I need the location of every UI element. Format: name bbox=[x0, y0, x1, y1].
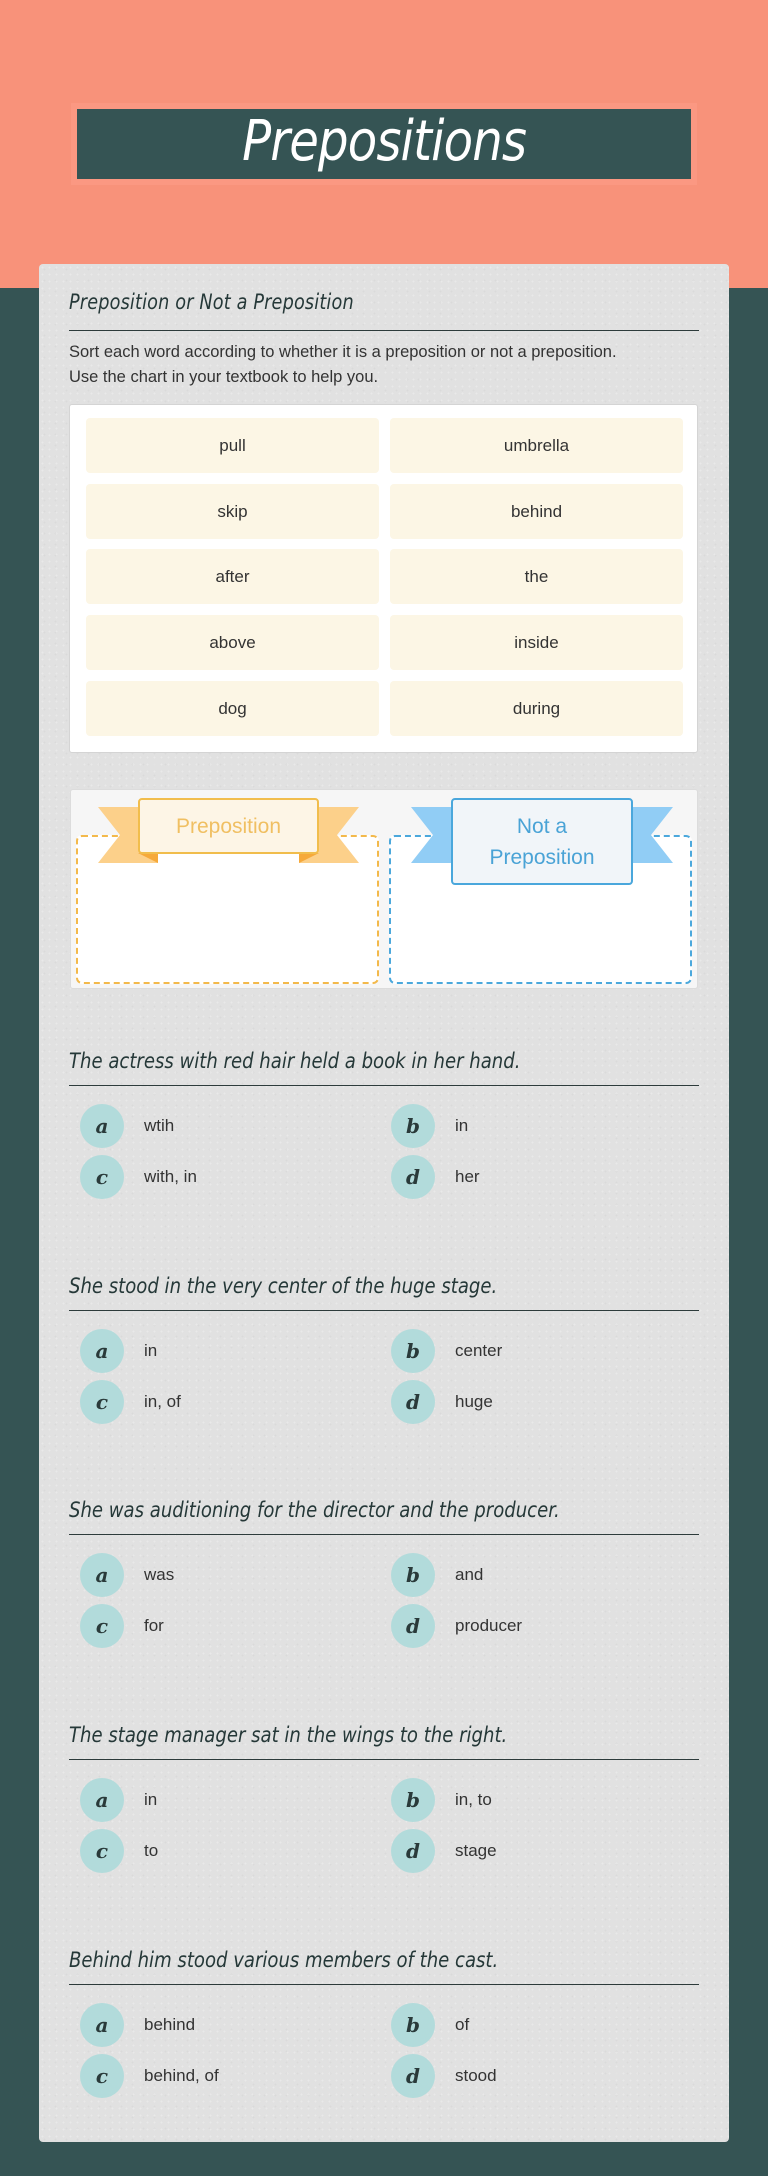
question-divider bbox=[69, 1759, 699, 1760]
word-tile-above[interactable]: above bbox=[86, 615, 379, 670]
option-text: behind, of bbox=[144, 2066, 219, 2085]
question-prompt: The actress with red hair held a book in her hand. bbox=[69, 1049, 521, 1074]
option-text: wtih bbox=[144, 1116, 175, 1135]
word-tile-the[interactable]: the bbox=[390, 549, 683, 604]
word-tile-pull[interactable]: pull bbox=[86, 418, 379, 473]
word-tile-inside[interactable]: inside bbox=[390, 615, 683, 670]
question-3 bbox=[39, 1496, 729, 1656]
option-letter-badge: d bbox=[391, 1155, 435, 1199]
option-text: of bbox=[455, 2015, 470, 2034]
option-text: behind bbox=[144, 2015, 196, 2034]
question-2 bbox=[39, 1272, 729, 1432]
option-a[interactable] bbox=[80, 2003, 380, 2047]
option-text: in, to bbox=[455, 1790, 492, 1809]
question-4 bbox=[39, 1721, 729, 1881]
question-prompt: The stage manager sat in the wings to the right. bbox=[69, 1723, 508, 1748]
option-letter-badge: b bbox=[391, 1553, 435, 1597]
question-divider bbox=[69, 1085, 699, 1086]
option-c[interactable] bbox=[80, 1380, 380, 1424]
option-text: producer bbox=[455, 1616, 523, 1635]
option-d[interactable] bbox=[391, 1155, 691, 1199]
word-tile-umbrella[interactable]: umbrella bbox=[390, 418, 683, 473]
option-text: and bbox=[455, 1565, 484, 1584]
question-prompt: She stood in the very center of the huge stage. bbox=[69, 1274, 498, 1299]
option-text: stage bbox=[455, 1841, 497, 1860]
option-letter-badge: c bbox=[80, 1604, 124, 1648]
word-tile-skip[interactable]: skip bbox=[86, 484, 379, 539]
option-b[interactable] bbox=[391, 1553, 691, 1597]
option-letter-badge: c bbox=[80, 1829, 124, 1873]
option-letter-badge: b bbox=[391, 1329, 435, 1373]
option-letter-badge: a bbox=[80, 1553, 124, 1597]
word-tile-after[interactable]: after bbox=[86, 549, 379, 604]
option-letter-badge: d bbox=[391, 2054, 435, 2098]
preposition-category-label: Preposition bbox=[138, 798, 319, 854]
option-b[interactable] bbox=[391, 1104, 691, 1148]
option-text: for bbox=[144, 1616, 164, 1635]
sort-activity-heading: Preposition or Not a Preposition bbox=[69, 290, 354, 314]
word-tile-behind[interactable]: behind bbox=[390, 484, 683, 539]
option-letter-badge: a bbox=[80, 1104, 124, 1148]
option-b[interactable] bbox=[391, 2003, 691, 2047]
option-a[interactable] bbox=[80, 1553, 380, 1597]
question-divider bbox=[69, 1310, 699, 1311]
sort-area bbox=[70, 789, 698, 989]
option-text: in bbox=[144, 1790, 158, 1809]
option-text: was bbox=[144, 1565, 175, 1584]
option-text: her bbox=[455, 1167, 480, 1186]
page-title-band bbox=[77, 109, 691, 179]
word-bank bbox=[69, 404, 698, 753]
option-text: in bbox=[144, 1341, 158, 1360]
instructions-line-2: Use the chart in your textbook to help you. bbox=[69, 368, 379, 386]
option-c[interactable] bbox=[80, 2054, 380, 2098]
question-divider bbox=[69, 1534, 699, 1535]
option-letter-badge: d bbox=[391, 1829, 435, 1873]
word-tile-during[interactable]: during bbox=[390, 681, 683, 736]
option-text: in, of bbox=[144, 1392, 181, 1411]
word-tile-dog[interactable]: dog bbox=[86, 681, 379, 736]
option-letter-badge: b bbox=[391, 2003, 435, 2047]
option-c[interactable] bbox=[80, 1155, 380, 1199]
option-d[interactable] bbox=[391, 2054, 691, 2098]
option-letter-badge: b bbox=[391, 1104, 435, 1148]
option-d[interactable] bbox=[391, 1380, 691, 1424]
question-5 bbox=[39, 1946, 729, 2106]
question-divider bbox=[69, 1984, 699, 1985]
instructions-line-1: Sort each word according to whether it is a preposition or not a preposition. bbox=[69, 343, 617, 361]
question-prompt: She was auditioning for the director and the producer. bbox=[69, 1498, 560, 1523]
option-letter-badge: c bbox=[80, 2054, 124, 2098]
option-c[interactable] bbox=[80, 1829, 380, 1873]
option-d[interactable] bbox=[391, 1829, 691, 1873]
heading-divider bbox=[69, 330, 699, 331]
worksheet-card bbox=[39, 264, 729, 2142]
option-letter-badge: c bbox=[80, 1380, 124, 1424]
option-letter-badge: a bbox=[80, 1329, 124, 1373]
not-preposition-category-label: Not a Preposition bbox=[451, 798, 633, 885]
option-text: to bbox=[144, 1841, 159, 1860]
option-text: center bbox=[455, 1341, 503, 1360]
option-text: with, in bbox=[144, 1167, 197, 1186]
option-a[interactable] bbox=[80, 1104, 380, 1148]
option-letter-badge: d bbox=[391, 1604, 435, 1648]
option-letter-badge: c bbox=[80, 1155, 124, 1199]
option-text: huge bbox=[455, 1392, 493, 1411]
sort-instructions bbox=[69, 340, 709, 390]
option-text: in bbox=[455, 1116, 469, 1135]
option-a[interactable] bbox=[80, 1329, 380, 1373]
option-letter-badge: d bbox=[391, 1380, 435, 1424]
option-letter-badge: a bbox=[80, 1778, 124, 1822]
option-d[interactable] bbox=[391, 1604, 691, 1648]
page-title: Prepositions bbox=[241, 109, 526, 174]
option-a[interactable] bbox=[80, 1778, 380, 1822]
option-b[interactable] bbox=[391, 1329, 691, 1373]
option-text: stood bbox=[455, 2066, 497, 2085]
option-letter-badge: b bbox=[391, 1778, 435, 1822]
question-prompt: Behind him stood various members of the cast. bbox=[69, 1948, 499, 1973]
option-c[interactable] bbox=[80, 1604, 380, 1648]
option-letter-badge: a bbox=[80, 2003, 124, 2047]
option-b[interactable] bbox=[391, 1778, 691, 1822]
question-1 bbox=[39, 1047, 729, 1207]
